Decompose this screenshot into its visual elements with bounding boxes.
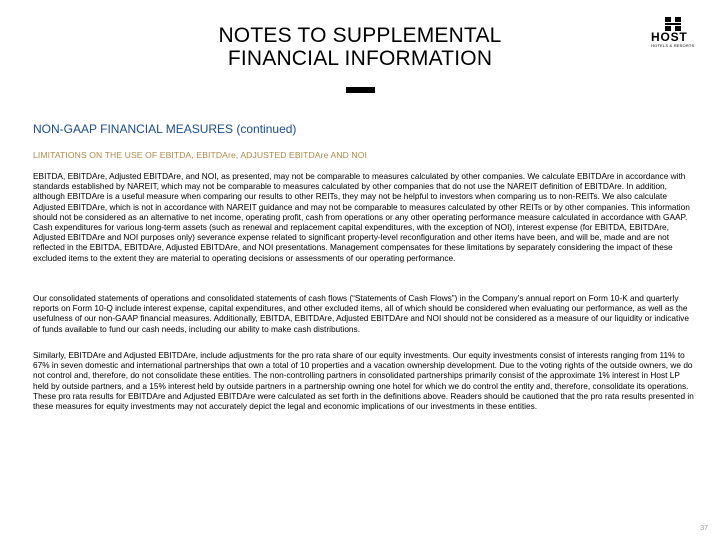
paragraph-statements: Our consolidated statements of operations and consolidated statements of cash flows (“Statements of Cash Flows”) in the Company’s annual report on Form 10-K and quarterly reports on Form 10-Q include interest expense, capital expenditures, and other excluded items, all of which should be considered when evaluating our performance, as well as the usefulness of our non-GAAP financial measures. Additionally, EBITDA, EBITDAre, Adjusted EBITDAre and NOI should not be considered as a measure of our liquidity or indicative of funds available to fund our cash needs, including our ability to make cash distributions. (33, 293, 689, 334)
page-title (160, 24, 560, 70)
section-heading: NON-GAAP FINANCIAL MEASURES (continued) (33, 122, 297, 136)
paragraph-limitations: EBITDA, EBITDAre, Adjusted EBITDAre, and NOI, as presented, may not be comparable to measures calculated by other companies. We calculate EBITDAre in accordance with standards established by NAREIT, which may not be comparable to measures calculated by other companies that do not use the NAREIT definition of EBITDAre. In addition, although EBITDAre is a useful measure when comparing our results to other REITs, they may not be helpful to investors when comparing us to non-REITs. We also calculate Adjusted EBITDAre, which is not in accordance with NAREIT guidance and may not be comparable to measures calculated by other REITs or by other companies. This information should not be considered as an alternative to net income, operating profit, cash from operations or any other operating performance measure calculated in accordance with GAAP. Cash expenditures for various long-term assets (such as renewal and replacement capital expenditures, with the exception of NOI), interest expense (for EBITDA, EBITDAre, Adjusted EBITDAre and NOI purposes only) severance expense related to significant property-level reconfiguration and other items have been, and will be, made and are not reflected in the EBITDA, EBITDAre, Adjusted EBITDAre, and NOI presentations. Management compensates for these limitations by separately considering the impact of these excluded items to the extent they are material to operating decisions or assessments of our operating performance. (33, 171, 690, 263)
logo-wordmark: HOST (651, 30, 688, 44)
host-logo-mark-icon (665, 17, 681, 31)
logo-tagline: HOTELS & RESORTS (651, 43, 695, 48)
page-title-line-1: NOTES TO SUPPLEMENTAL (218, 24, 502, 47)
host-logo (650, 17, 700, 49)
paragraph-equity-investments: Similarly, EBITDAre and Adjusted EBITDAre, include adjustments for the pro rata share of our equity investments. Our equity investments consist of interests ranging from 11% to 67% in seven domestic and international partnerships that own a total of 10 properties and a vacation ownership development. Due to the voting rights of the outside owners, we do not control and, therefore, do not consolidate these entities. The non-controlling partners in consolidated partnerships primarily consist of the approximate 1% interest in Host LP held by outside partners, and a 15% interest held by outside partners in a partnership owning one hotel for which we do control the entity and, therefore, consolidate its operations. These pro rata results for EBITDAre and Adjusted EBITDAre were calculated as set forth in the definitions above. Readers should be cautioned that the pro rata results presented in these measures for equity investments may not accurately depict the legal and economic implications of our investments in these entities. (33, 350, 694, 412)
title-underline-bar (346, 87, 375, 93)
page-number: 37 (700, 525, 708, 532)
page-title-line-2: FINANCIAL INFORMATION (227, 47, 493, 70)
section-subheading: LIMITATIONS ON THE USE OF EBITDA, EBITDAre, ADJUSTED EBITDAre AND NOI (33, 150, 367, 160)
